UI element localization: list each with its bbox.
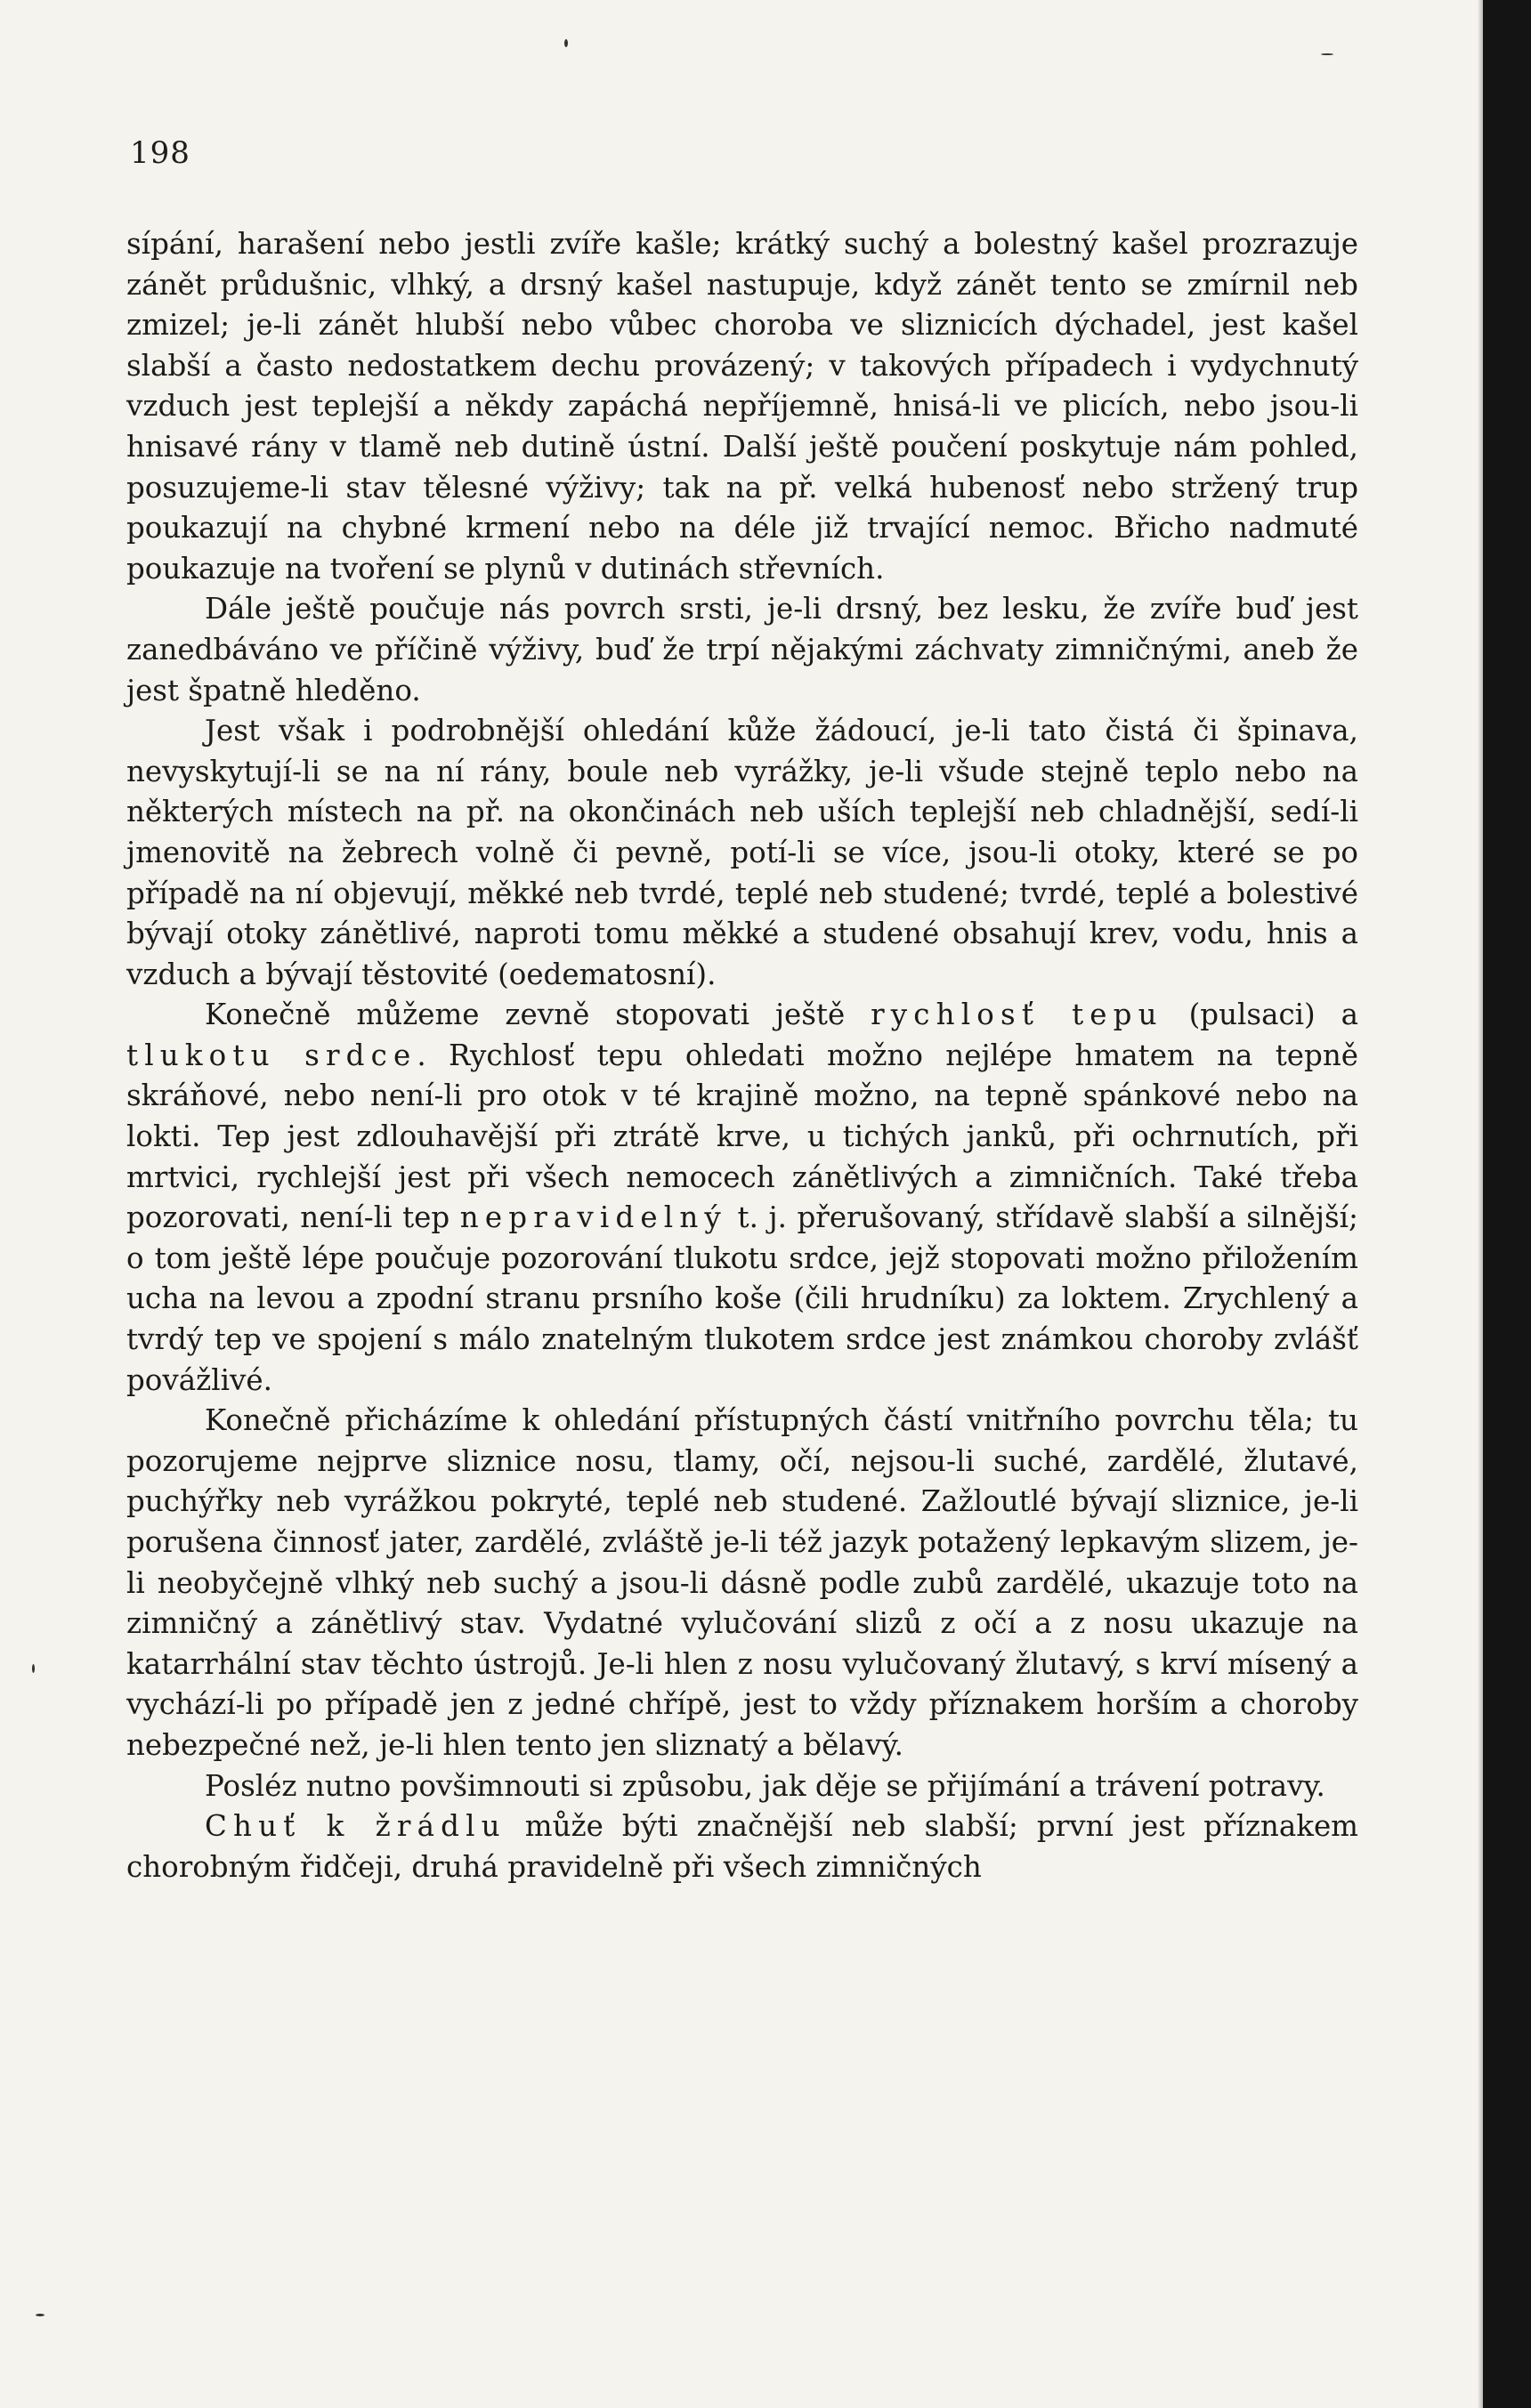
paragraph-p7 bbox=[126, 1806, 1358, 1887]
paragraph-text: sípání, harašení nebo jestli zvíře kašle; krátký suchý a bolestný kašel prozrazuje zánět průdušnic, vlhký, a drsný kašel nastupuje, když zánět tento se zmírnil neb zmizel; je-li zánět hlubší nebo vůbec choroba ve sliznicích dýchadel, jest kašel slabší a často nedostatkem dechu provázený; v takových případech i vydychnutý vzduch jest teplejší a někdy zapáchá nepříjemně, hnisá-li ve plicích, nebo jsou-li hnisavé rány v tlamě neb dutině ústní. Další ještě poučení poskytuje nám pohled, posuzujeme-li stav tělesné výživy; tak na př. velká hubenosť nebo stržený trup poukazují na chybné krmení nebo na déle již trvající nemoc. Břicho nadmuté poukazuje na tvoření se plynů v dutinách střevních. bbox=[126, 227, 1358, 586]
scan-speck bbox=[1321, 53, 1333, 55]
paragraph-text: může býti značnější neb slabší; první jest příznakem chorobným řidčeji, druhá pravidelně při všech zimničných bbox=[126, 1809, 1358, 1884]
body-text bbox=[126, 224, 1358, 1887]
spaced-emphasis-text: Chuť k žrádlu bbox=[205, 1809, 506, 1844]
paragraph-p6 bbox=[126, 1766, 1358, 1807]
spaced-emphasis-text: nepravidelný bbox=[459, 1200, 727, 1235]
paragraph-text: (pulsaci) a bbox=[1162, 998, 1358, 1032]
scan-speck bbox=[36, 2314, 45, 2316]
paragraph-text: Konečně můžeme zevně stopovati ještě bbox=[205, 998, 871, 1032]
paragraph-text: . Rychlosť tepu ohledati možno nejlépe hmatem na tepně skráňové, nebo není-li pro otok v té krajině možno, na tepně spánkové nebo na lokti. Tep jest zdlouhavější při ztrátě krve, u tichých janků, při ochrnutích, při mrtvici, rychlejší jest při všech nemocech zánětlivých a zimničních. Také třeba pozorovati, není-li tep bbox=[126, 1038, 1358, 1235]
paragraph-p3 bbox=[126, 711, 1358, 995]
paragraph-text: Posléz nutno povšimnouti si způsobu, jak děje se přijímání a trávení potravy. bbox=[205, 1768, 1325, 1803]
paragraph-text: Konečně přicházíme k ohledání přístupných částí vnitřního povrchu těla; tu pozorujeme nejprve sliznice nosu, tlamy, očí, nejsou-li suché, zardělé, žlutavé, puchýřky neb vyrážkou pokryté, teplé neb studené. Zažloutlé bývají sliznice, je-li porušena činnosť jater, zardělé, zvláště je-li též jazyk potažený lepkavým slizem, je-li neobyčejně vlhký neb suchý a jsou-li dásně podle zubů zardělé, ukazuje toto na zimničný a zánětlivý stav. Vydatné vylučování slizů z očí a z nosu ukazuje na katarrhální stav těchto ústrojů. Je-li hlen z nosu vylučovaný žlutavý, s krví mísený a vychází-li po případě jen z jedné chřípě, jest to vždy příznakem horším a choroby nebezpečné než, je-li hlen tento jen sliznatý a bělavý. bbox=[126, 1403, 1358, 1762]
paragraph-text: Jest však i podrobnější ohledání kůže žádoucí, je-li tato čistá či špinava, nevyskytují-li se na ní rány, boule neb vyrážky, je-li všude stejně teplo nebo na některých místech na př. na okončinách neb uších teplejší neb chladnější, sedí-li jmenovitě na žebrech volně či pevně, potí-li se více, jsou-li otoky, které se po případě na ní objevují, měkké neb tvrdé, teplé neb studené; tvrdé, teplé a bolestivé bývají otoky zánětlivé, naproti tomu měkké a studené obsahují krev, vodu, hnis a vzduch a bývají těstovité (oedematosní). bbox=[126, 714, 1358, 991]
paragraph-p5 bbox=[126, 1401, 1358, 1766]
scan-speck bbox=[564, 39, 568, 47]
scan-speck bbox=[32, 1664, 35, 1673]
spaced-emphasis-text: rychlosť tepu bbox=[871, 998, 1163, 1032]
paragraph-p4 bbox=[126, 995, 1358, 1401]
spaced-emphasis-text: tlukotu srdce bbox=[126, 1038, 417, 1072]
paragraph-p2 bbox=[126, 589, 1358, 711]
paragraph-text: Dále ještě poučuje nás povrch srsti, je-li drsný, bez lesku, že zvíře buď jest zanedbáváno ve příčině výživy, buď že trpí nějakými záchvaty zimničnými, aneb že jest špatně hleděno. bbox=[126, 592, 1358, 707]
paragraph-p1 bbox=[126, 224, 1358, 589]
page-number: 198 bbox=[130, 135, 190, 171]
paragraph-text: t. j. přerušovaný, střídavě slabší a silnější; o tom ještě lépe poučuje pozorování tlukotu srdce, jejž stopovati možno přiložením ucha na levou a zpodní stranu prsního koše (čili hrudníku) za loktem. Zrychlený a tvrdý tep ve spojení s málo znatelným tlukotem srdce jest známkou choroby zvlášť povážlivé. bbox=[126, 1200, 1358, 1397]
